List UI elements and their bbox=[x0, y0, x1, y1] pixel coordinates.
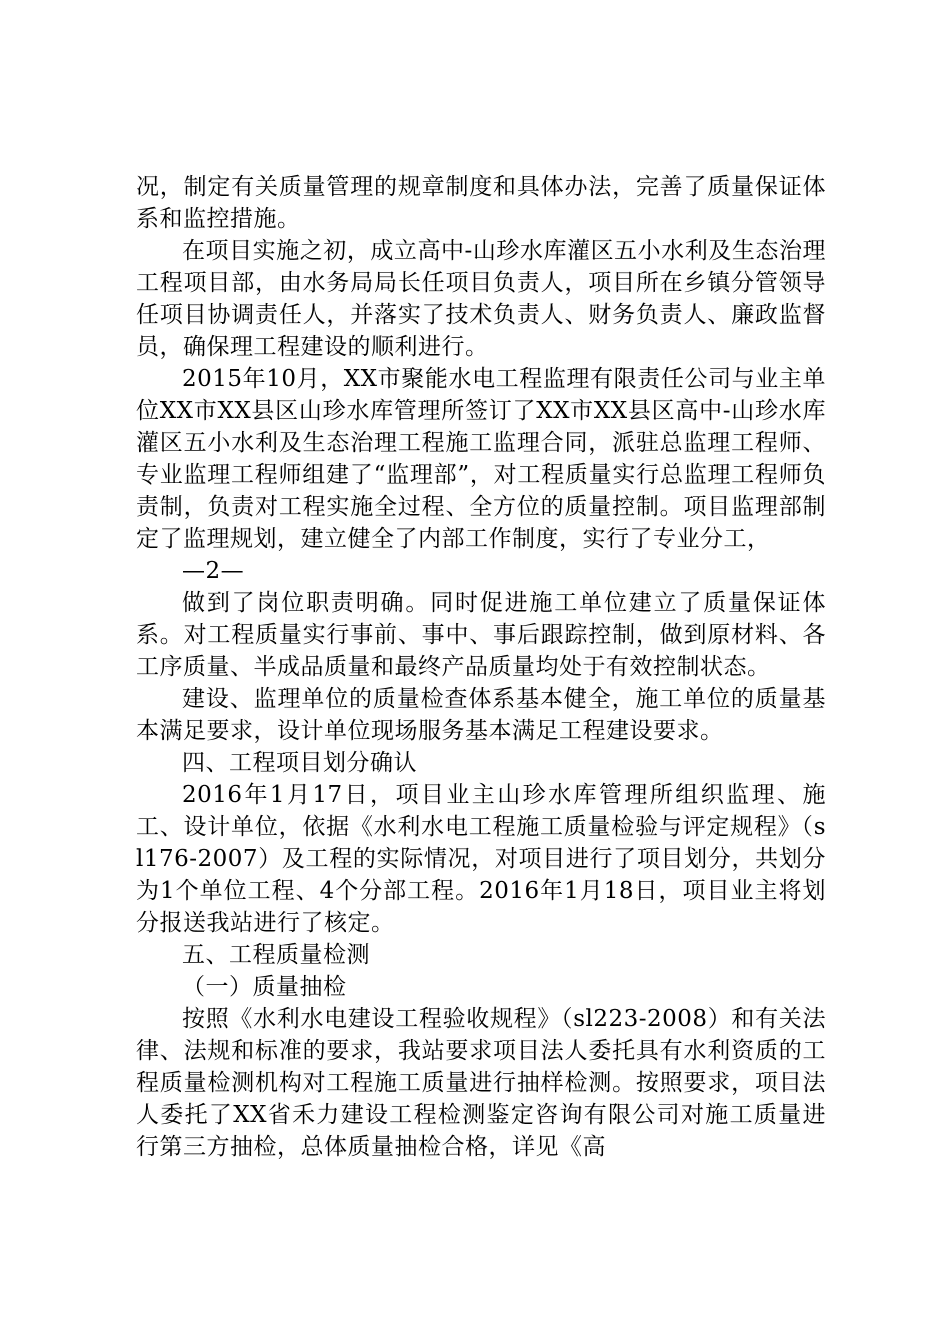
paragraph-continuation: 况，制定有关质量管理的规章制度和具体办法，完善了质量保证体系和监控措施。 bbox=[136, 174, 826, 232]
paragraph-quality-system: 建设、监理单位的质量检查体系基本健全，施工单位的质量基本满足要求，设计单位现场服务基本满足工程建设要求。 bbox=[136, 686, 826, 744]
section-heading-4: 四、工程项目划分确认 bbox=[182, 750, 417, 776]
paragraph-project-division: 2016年1月17日，项目业主山珍水库管理所组织监理、施工、设计单位，依据《水利水电工程施工质量检验与评定规程》（sl176-2007）及工程的实际情况，对项目进行了项目划分，共划分为1个单位工程、4个分部工程。2016年1月18日，项目业主将划分报送我站进行了核定。 bbox=[136, 782, 826, 936]
paragraph-responsibilities: 做到了岗位职责明确。同时促进施工单位建立了质量保证体系。对工程质量实行事前、事中、事后跟踪控制，做到原材料、各工序质量、半成品质量和最终产品质量均处于有效控制状态。 bbox=[136, 590, 826, 680]
paragraph-quality-sampling: 按照《水利水电建设工程验收规程》（sl223-2008）和有关法律、法规和标准的要求，我站要求项目法人委托具有水利资质的工程质量检测机构对工程施工质量进行抽样检测。按照要求，项目法人委托了XX省禾力建设工程检测鉴定咨询有限公司对施工质量进行第三方抽检，总体质量抽检合格，详见《高 bbox=[136, 1006, 826, 1160]
paragraph-supervision-contract: 2015年10月，XX市聚能水电工程监理有限责任公司与业主单位XX市XX县区山珍水库管理所签订了XX市XX县区高中-山珍水库灌区五小水利及生态治理工程施工监理合同，派驻总监理工程师、专业监理工程师组建了“监理部”，对工程质量实行总监理工程师负责制，负责对工程实施全过程、全方位的质量控制。项目监理部制定了监理规划，建立健全了内部工作制度，实行了专业分工， bbox=[136, 366, 826, 552]
document-body bbox=[136, 171, 826, 1163]
section-heading-5: 五、工程质量检测 bbox=[182, 942, 370, 968]
page-number: —2— bbox=[182, 558, 245, 584]
paragraph-project-department: 在项目实施之初，成立高中-山珍水库灌区五小水利及生态治理工程项目部，由水务局局长任项目负责人，项目所在乡镇分管领导任项目协调责任人，并落实了技术负责人、财务负责人、廉政监督员，确保理工程建设的顺利进行。 bbox=[136, 238, 826, 360]
subsection-heading-1: （一）质量抽检 bbox=[182, 974, 347, 1000]
